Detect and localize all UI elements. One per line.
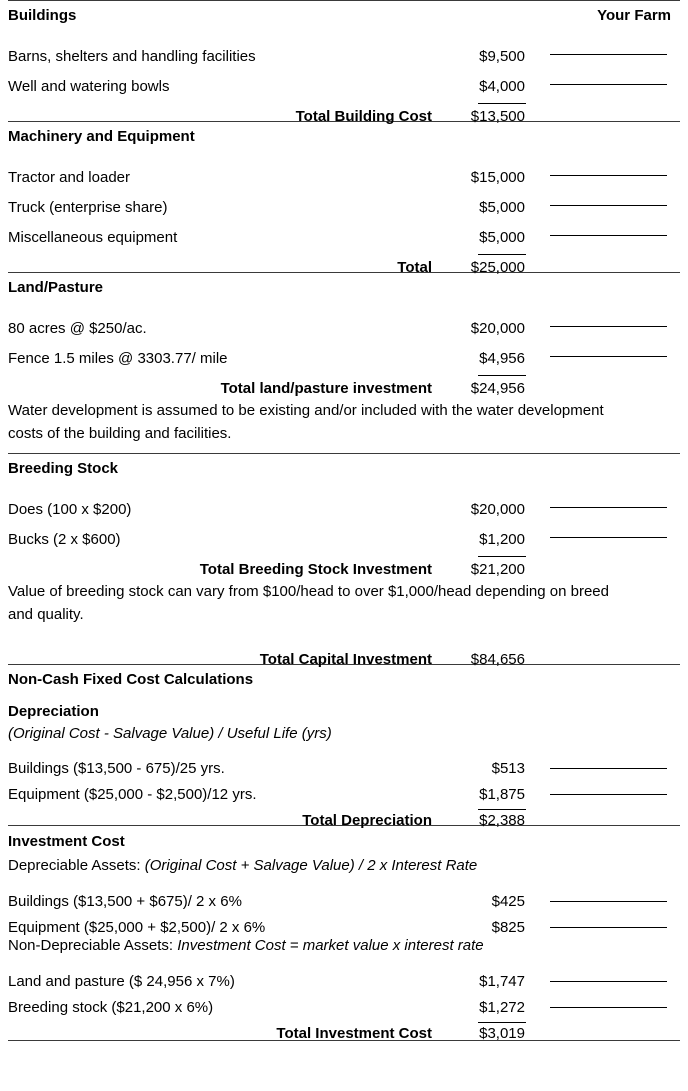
row-amount-value: $425 xyxy=(491,893,525,910)
your-farm-entry[interactable] xyxy=(526,61,680,91)
non-depreciable-assets-line xyxy=(8,932,680,960)
total-label: Total Breeding Stock Investment xyxy=(199,561,432,578)
row-amount xyxy=(432,995,526,1023)
row-amount-value: $15,000 xyxy=(470,169,525,186)
total-amount xyxy=(432,102,526,133)
row-amount-value: $1,747 xyxy=(479,973,525,990)
blank-input-line[interactable] xyxy=(550,235,667,236)
your-farm-entry[interactable] xyxy=(526,31,680,61)
row-description: Well and watering bowls xyxy=(8,78,170,95)
row-description: 80 acres @ $250/ac. xyxy=(8,320,147,337)
row-amount xyxy=(432,495,526,526)
depreciable-assets-label: Depreciable Assets: xyxy=(8,857,145,874)
row-description: Bucks (2 x $600) xyxy=(8,531,121,548)
total-amount-value: $21,200 xyxy=(470,561,525,578)
blank-input-line[interactable] xyxy=(550,205,667,206)
total-label: Total Investment Cost xyxy=(276,1025,432,1042)
row-description: Equipment ($25,000 - $2,500)/12 yrs. xyxy=(8,786,257,803)
table-row xyxy=(8,484,680,518)
section-header-non-cash-fixed-cost xyxy=(8,665,680,695)
total-label: Total Depreciation xyxy=(302,812,432,829)
row-description: Fence 1.5 miles @ 3303.77/ mile xyxy=(8,350,228,367)
blank-input-line[interactable] xyxy=(550,84,667,85)
table-row xyxy=(8,745,680,777)
your-farm-empty xyxy=(526,363,680,393)
row-amount xyxy=(432,969,526,996)
row-description: Miscellaneous equipment xyxy=(8,229,178,246)
table-row xyxy=(8,31,680,65)
row-amount xyxy=(432,344,526,376)
section-title: Non-Cash Fixed Cost Calculations xyxy=(8,671,254,688)
row-description: Truck (enterprise share) xyxy=(8,199,168,216)
grand-total-amount xyxy=(432,645,526,676)
section-header-buildings xyxy=(8,1,680,31)
your-farm-entry[interactable] xyxy=(526,960,680,986)
row-amount xyxy=(432,782,526,810)
table-row xyxy=(8,960,680,990)
your-farm-entry[interactable] xyxy=(526,986,680,1012)
your-farm-entry[interactable] xyxy=(526,182,680,212)
blank-input-line[interactable] xyxy=(550,1007,667,1008)
section-title: Machinery and Equipment xyxy=(8,128,195,145)
section-title: Buildings xyxy=(8,7,77,24)
row-amount xyxy=(432,72,526,104)
row-amount-value: $1,272 xyxy=(478,995,526,1023)
blank-input-line[interactable] xyxy=(550,794,667,795)
row-amount xyxy=(432,314,526,345)
table-row xyxy=(8,303,680,337)
section-title: Breeding Stock xyxy=(8,460,119,477)
row-description: Tractor and loader xyxy=(8,169,131,186)
section-title-investment-cost: Investment Cost xyxy=(8,833,125,850)
row-amount-value: $4,956 xyxy=(478,344,526,376)
your-farm-entry[interactable] xyxy=(526,747,680,773)
row-amount xyxy=(432,889,526,916)
your-farm-entry[interactable] xyxy=(526,303,680,333)
your-farm-entry[interactable] xyxy=(526,212,680,242)
blank-input-line[interactable] xyxy=(550,326,667,327)
row-amount xyxy=(432,193,526,224)
depreciation-formula: (Original Cost - Salvage Value) / Useful Life (yrs) xyxy=(8,725,332,742)
depreciable-assets-formula: (Original Cost + Salvage Value) / 2 x Interest Rate xyxy=(144,857,478,874)
total-amount-value: $3,019 xyxy=(479,1025,525,1042)
row-amount-value: $20,000 xyxy=(470,320,525,337)
non-depreciable-assets-formula: Investment Cost = market value x interest rate xyxy=(177,937,484,954)
table-row xyxy=(8,152,680,186)
your-farm-empty xyxy=(526,544,680,574)
your-farm-column-header: Your Farm xyxy=(597,7,671,24)
your-farm-entry[interactable] xyxy=(526,880,680,906)
your-farm-empty xyxy=(526,242,680,272)
your-farm-empty xyxy=(526,1012,680,1038)
row-amount-value: $9,500 xyxy=(479,48,525,65)
row-amount xyxy=(432,756,526,783)
blank-input-line[interactable] xyxy=(550,537,667,538)
non-depreciable-assets-label: Non-Depreciable Assets: xyxy=(8,937,178,954)
blank-input-line[interactable] xyxy=(550,768,667,769)
row-description: Buildings ($13,500 + $675)/ 2 x 6% xyxy=(8,893,242,910)
grand-total-row xyxy=(8,634,680,668)
total-label: Total land/pasture investment xyxy=(220,380,432,397)
row-description: Barns, shelters and handling facilities xyxy=(8,48,256,65)
total-amount xyxy=(432,808,526,835)
row-description: Does (100 x $200) xyxy=(8,501,132,518)
grand-total-amount-value: $84,656 xyxy=(470,651,525,668)
your-farm-empty xyxy=(526,91,680,121)
row-amount-value: $5,000 xyxy=(479,199,525,216)
blank-input-line[interactable] xyxy=(550,175,667,176)
total-label: Total xyxy=(397,259,432,276)
row-amount-value: $20,000 xyxy=(470,501,525,518)
total-label: Total Building Cost xyxy=(295,108,432,125)
your-farm-entry[interactable] xyxy=(526,514,680,544)
row-amount xyxy=(432,223,526,255)
row-amount-value: $1,200 xyxy=(478,525,526,557)
depreciable-assets-line xyxy=(8,853,680,878)
table-row xyxy=(8,878,680,910)
your-farm-entry[interactable] xyxy=(526,152,680,182)
section-header-machinery xyxy=(8,122,680,152)
grand-total-label: Total Capital Investment xyxy=(259,651,432,668)
your-farm-empty xyxy=(526,799,680,825)
row-amount-value: $825 xyxy=(491,919,525,936)
row-amount xyxy=(432,525,526,557)
section-note-breeding-stock: Value of breeding stock can vary from $100/head to over $1,000/head depending on breed and quality. xyxy=(8,583,609,623)
section-header-breeding-stock xyxy=(8,454,680,484)
total-amount-value: $25,000 xyxy=(470,259,525,276)
row-description: Breeding stock ($21,200 x 6%) xyxy=(8,999,214,1016)
total-amount-value: $13,500 xyxy=(470,108,525,125)
subsection-title-depreciation: Depreciation xyxy=(8,703,99,720)
total-amount-value: $2,388 xyxy=(479,812,525,829)
row-amount xyxy=(432,163,526,194)
row-description: Equipment ($25,000 + $2,500)/ 2 x 6% xyxy=(8,919,266,936)
blank-input-line[interactable] xyxy=(550,901,667,902)
your-farm-entry[interactable] xyxy=(526,333,680,363)
section-header-land-pasture xyxy=(8,273,680,303)
blank-input-line[interactable] xyxy=(550,54,667,55)
row-description: Buildings ($13,500 - 675)/25 yrs. xyxy=(8,760,225,777)
row-amount-value: $4,000 xyxy=(478,72,526,104)
section-title: Land/Pasture xyxy=(8,279,104,296)
row-amount-value: $513 xyxy=(491,760,525,777)
blank-input-line[interactable] xyxy=(550,981,667,982)
total-amount xyxy=(432,253,526,284)
row-amount-value: $1,875 xyxy=(478,782,526,810)
total-amount xyxy=(432,1021,526,1048)
section-note-land-pasture: Water development is assumed to be existing and/or included with the water development costs of the building and facilities. xyxy=(8,402,604,442)
row-amount-value: $5,000 xyxy=(478,223,526,255)
your-farm-entry[interactable] xyxy=(526,906,680,932)
your-farm-empty xyxy=(526,634,680,664)
row-amount xyxy=(432,42,526,73)
blank-input-line[interactable] xyxy=(550,507,667,508)
your-farm-entry[interactable] xyxy=(526,773,680,799)
your-farm-entry[interactable] xyxy=(526,484,680,514)
row-description: Land and pasture ($ 24,956 x 7%) xyxy=(8,973,235,990)
total-amount-value: $24,956 xyxy=(470,380,525,397)
blank-input-line[interactable] xyxy=(550,927,667,928)
blank-input-line[interactable] xyxy=(550,356,667,357)
